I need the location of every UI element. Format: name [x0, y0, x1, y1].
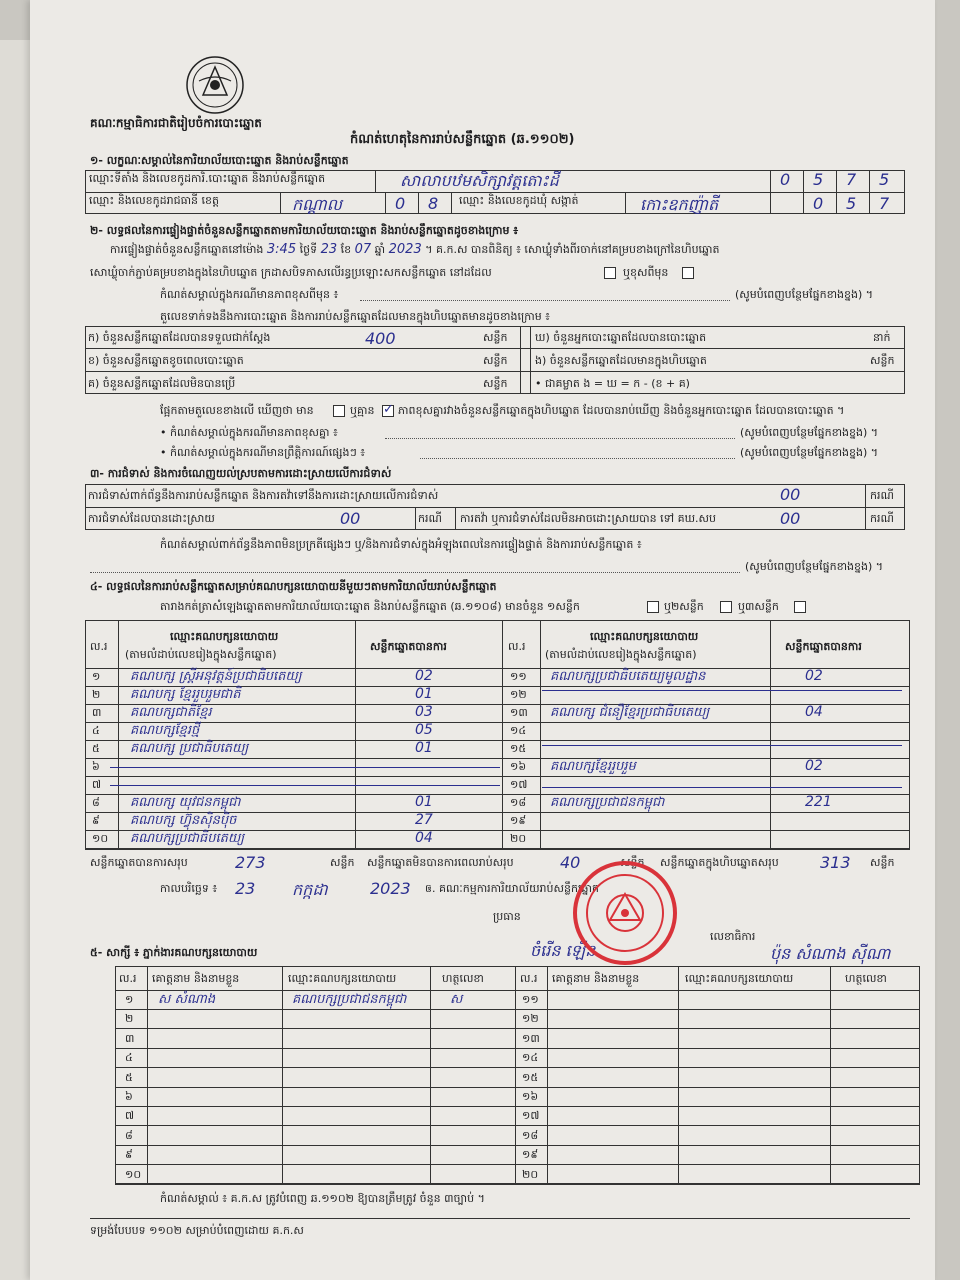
objection-unit: ករណី [870, 489, 894, 502]
section4-heading: ៤- លទ្ធផលនៃការរាប់សន្លឹកឆ្នោតសម្រាប់គណបក្សនយោបាយនីមួយៗតាមការិយាល័យរាប់សន្លឹកឆ្នោត [90, 580, 497, 593]
section5-heading: ៥- សាក្សី ៖ ភ្នាក់ងារគណបក្សនយោបាយ [90, 946, 258, 959]
witness-number: ៤ [125, 1051, 133, 1064]
witness-col-sign-left: ហត្ថលេខា [442, 972, 484, 985]
row-number: ៦ [92, 760, 100, 773]
row-number: ១១ [510, 670, 527, 683]
has-difference-checkbox[interactable] [333, 405, 345, 417]
sum-valid-label: សន្លឹកឆ្នោតបានការសរុប [90, 856, 188, 869]
witness-number: ១៥ [522, 1071, 539, 1084]
witness-number: ៦ [125, 1090, 133, 1103]
different-label: ឬខុសពីមុន [623, 266, 669, 279]
one-sheet-checkbox[interactable] [647, 601, 659, 613]
irregularity-note-suffix: (សូមបំពេញបន្ថែមផ្នែកខាងខ្នង) ។ [745, 560, 884, 573]
sum-total-value: 313 [820, 853, 851, 872]
row-number: ៩ [92, 814, 100, 827]
table-row-divider [115, 1125, 920, 1126]
witness-number: ១៧ [522, 1109, 540, 1122]
row-number: ១៤ [510, 724, 527, 737]
no-difference-checkbox[interactable]: ✓ [383, 402, 394, 417]
objection-value: 00 [780, 485, 801, 504]
formula: • ជាគម្លាត ង = ឃ = ក - (ខ + គ) [535, 377, 690, 390]
witness-number: ១១ [522, 993, 539, 1006]
table-row-divider [115, 1087, 920, 1088]
table-row-divider [85, 776, 502, 777]
row-number: ៣ [92, 706, 102, 719]
date-label: កាលបរិច្ឆេទ ៖ [160, 882, 218, 895]
chair-label: ប្រធាន [493, 910, 521, 923]
party-name: គណបក្ស ប្រជាធិបតេយ្យ [130, 741, 249, 756]
sum-valid-value: 273 [235, 853, 266, 872]
row-number: ២០ [510, 832, 527, 845]
witness-col-name-left: គោត្តនាម និងនាមខ្លួន [152, 972, 240, 985]
witness-table [115, 966, 920, 1184]
witness-col-party-left: ឈ្មោះគណបក្សនយោបាយ [288, 972, 397, 985]
three-sheets-label: ឬ៣សន្លឹក [738, 600, 779, 613]
party-name: គណបក្ស ស្ដ្រីអនុវត្តន៍ប្រជាធិបតេយ្យ [130, 669, 302, 684]
party-name: គណបក្សខ្មែរថ្មី [130, 723, 200, 738]
province-code-2: 8 [428, 194, 439, 213]
row-number: ១៨ [510, 796, 527, 809]
party-votes: 01 [415, 740, 433, 756]
party-votes: 03 [415, 704, 433, 720]
witness-number: ៩ [125, 1148, 133, 1161]
table-row-divider [115, 1028, 920, 1029]
official-stamp-icon [570, 858, 680, 968]
row-number: ៤ [92, 724, 100, 737]
diff-check-a: ផ្អែកតាមតួលេខខាងលើ ឃើញថា មាន [160, 404, 314, 417]
kha-label: ខ) ចំនួនសន្លឹកឆ្នោតខូចពេលបោះឆ្នោត [88, 354, 244, 367]
location-code-3: 7 [846, 170, 857, 189]
note-events-suffix: (សូមបំពេញបន្ថែមផ្នែកខាងខ្នង) ។ [740, 446, 879, 459]
verify-time: 3:45 [266, 242, 297, 257]
table-row-divider [502, 740, 910, 741]
unresolved-label: ការតវ៉ា ឬការជំទាស់ដែលមិនអាចដោះស្រាយបាន ទៅ គឃ.សប [460, 512, 717, 525]
figures-intro: តួលេខទាក់ទងនឹងការបោះឆ្នោត និងការរាប់សន្លឹកឆ្នោតដែលមានក្នុងហិបឆ្នោតមានដូចខាងក្រោម ៖ [160, 310, 551, 323]
witness-party: គណបក្សប្រជាជនកម្ពុជា [292, 992, 407, 1007]
ka-unit: សន្លឹក [483, 331, 508, 344]
row-number: ១៥ [510, 742, 527, 755]
party-name: គណបក្ស ខ្មែររួបរួមជាតិ [130, 687, 241, 702]
note-difference: • កំណត់សម្គាល់ក្នុងករណីមានភាពខុសគ្នា ៖ [160, 426, 338, 439]
party-votes: 02 [805, 668, 823, 684]
party-votes: 221 [805, 794, 832, 810]
location-label: ឈ្មោះទីតាំង និងលេខកូដការិ.បោះឆ្នោត និងរាប់សន្លឹកឆ្នោត [89, 172, 326, 185]
ngo-label: ង) ចំនួនសន្លឹកឆ្នោតដែលមានក្នុងហិបឆ្នោត [535, 354, 707, 367]
row-number: ១២ [510, 688, 527, 701]
unresolved-unit: ករណី [870, 512, 894, 525]
row-number: ១៣ [510, 706, 528, 719]
party-name: គណបក្សជាតិខ្មែរ [130, 705, 212, 720]
diff-check-c: ភាពខុសគ្នារវាងចំនួនសន្លឹកឆ្នោតក្នុងហិបឆ្នោត ដែលបានរាប់ឃើញ និងចំនួនអ្នកបោះឆ្នោត ដែលបានបោះឆ្នោត ។ [398, 404, 845, 417]
sum-total-label: សន្លឹកឆ្នោតក្នុងហិបឆ្នោតសរុប [660, 856, 779, 869]
sum-total-unit: សន្លឹក [870, 856, 895, 869]
table-row-divider [115, 1145, 920, 1146]
seal-line: សោឃ្លុំចាក់ភ្ជាប់គម្របខាងក្នុងនៃហិបឆ្នោត ក្រដាសបិទភាសលើរន្ធប្រឡោះសកសន្លឹកឆ្នោត នៅដដែល [90, 266, 492, 279]
witness-col-sign-right: ហត្ថលេខា [845, 972, 887, 985]
date-month: កក្កដា [292, 880, 328, 899]
witness-number: ១ [125, 993, 134, 1006]
party-votes: 01 [415, 686, 433, 702]
province-label: ឈ្មោះ និងលេខកូដរាជធានី ខេត្ត [89, 194, 219, 207]
kha-unit: សន្លឹក [483, 354, 508, 367]
section2-heading: ២- លទ្ធផលនៃការផ្ទៀងផ្ទាត់ចំនួនសន្លឹកឆ្នោតតាមការិយាល័យបោះឆ្នោត និងរាប់សន្លឹកឆ្នោតដូចខាងក្រោម ៖ [90, 224, 519, 237]
party-name: គណបក្សប្រជាធិបតេយ្យ [130, 831, 245, 846]
witness-number: ៧ [125, 1109, 135, 1122]
nec-emblem-icon [185, 55, 245, 115]
col-party-right: ឈ្មោះគណបក្សនយោបាយ [590, 630, 699, 643]
sum-invalid-unit: សន្លឹក [620, 856, 645, 869]
sum-invalid-label: សន្លឹកឆ្នោតមិនបានការពេលរាប់សរុប [367, 856, 514, 869]
location-code-1: 0 [780, 170, 791, 189]
witness-number: ២០ [522, 1168, 539, 1181]
party-votes: 01 [415, 794, 433, 810]
commune-code-1: 0 [813, 194, 824, 213]
row-number: ២ [92, 688, 101, 701]
party-votes: 27 [415, 812, 433, 828]
col-party-sub-right: (តាមលំដាប់លេខរៀងក្នុងសន្លឹកឆ្នោត) [545, 648, 697, 661]
col-votes-left: សន្លឹកឆ្នោតបានការ [370, 640, 447, 653]
gho-label: ឃ) ចំនួនអ្នកបោះឆ្នោតដែលបានបោះឆ្នោត [535, 331, 707, 344]
verify-line: ការផ្ទៀងផ្ទាត់ចំនួនសន្លឹកឆ្នោតនៅម៉ោង 3:45 ថ្ងៃទី 23 ខែ 07 ឆ្នាំ 2023 ។ គ.ក.ស បានពិនិត្យ ៖ សោឃ្លុំទាំងពីរចាក់នៅគម្របខាងក្រៅនៃហិបឆ្នោត [110, 242, 720, 257]
party-name: គណបក្ស ជំនឿខ្មែរប្រជាធិបតេយ្យ [550, 705, 710, 720]
location-code-4: 5 [879, 170, 890, 189]
tally-sheet-line: តារាងកត់ត្រាសំឡេងឆ្នោតតាមការិយាល័យបោះឆ្នោត និងរាប់សន្លឹកឆ្នោត (ឆ.១១០៨) មានចំនួន ១សន្លឹក [160, 600, 580, 613]
secretary-label: លេខាធិការ [710, 930, 756, 943]
verify-month: 07 [354, 242, 372, 257]
party-votes: 05 [415, 722, 433, 738]
table-row-divider [115, 1009, 920, 1010]
party-name: គណបក្ស ហ៊្វុនស៊ិនប៉ិច [130, 813, 237, 828]
difference-note-suffix: (សូមបំពេញបន្ថែមផ្នែកខាងខ្នង) ។ [735, 288, 874, 301]
witness-number: ១៤ [522, 1051, 539, 1064]
witness-name: ស សំណាង [158, 992, 216, 1007]
different-checkbox[interactable] [682, 267, 694, 279]
row-number: ៥ [92, 742, 100, 755]
row-number: ៨ [92, 796, 100, 809]
date-day: 23 [235, 879, 256, 898]
verify-day: 23 [320, 242, 338, 257]
witness-signature: ស [450, 992, 463, 1007]
witness-col-no-right: ល.រ [520, 972, 538, 985]
party-votes: 02 [415, 668, 433, 684]
row-number: ១ [92, 670, 101, 683]
note-difference-suffix: (សូមបំពេញបន្ថែមផ្នែកខាងខ្នង) ។ [740, 426, 879, 439]
difference-note-label: កំណត់សម្គាល់ក្នុងករណីមានភាពខុសពីមុន ៖ [160, 288, 339, 301]
witness-note: កំណត់សម្គាល់ ៖ គ.ក.ស ត្រូវបំពេញ ឆ.១១០២ ឱ្យបានត្រឹមត្រូវ ចំនួន ៣ច្បាប់ ។ [160, 1192, 485, 1205]
party-name: គណបក្សខ្មែររួបរួម [550, 759, 636, 774]
row-number: ១០ [92, 832, 109, 845]
witness-number: ១០ [125, 1168, 142, 1181]
party-votes: 02 [805, 758, 823, 774]
resolved-value: 00 [340, 509, 361, 528]
section1-heading: ១- លក្ខណៈសម្គាល់នៃការិយាល័យបោះឆ្នោត និងរាប់សន្លឹកឆ្នោត [90, 154, 349, 167]
province-value: កណ្ដាល [292, 195, 342, 214]
table-row-divider [115, 1048, 920, 1049]
sum-valid-unit: សន្លឹក [330, 856, 355, 869]
table-row-divider [115, 1106, 920, 1107]
witness-number: ៣ [125, 1032, 135, 1045]
row-number: ១៧ [510, 778, 528, 791]
witness-number: ២ [125, 1012, 134, 1025]
two-sheets-label: ឬ២សន្លឹក [664, 600, 704, 613]
col-no-left: ល.រ [90, 640, 108, 653]
col-votes-right: សន្លឹកឆ្នោតបានការ [785, 640, 862, 653]
date-suffix: ឲ. គណៈកម្មការការិយាល័យរាប់សន្លឹកឆ្នោត [425, 882, 599, 895]
col-party-sub-left: (តាមលំដាប់លេខរៀងក្នុងសន្លឹកឆ្នោត) [125, 648, 277, 661]
table-row-divider [502, 830, 910, 831]
ka-value: 400 [365, 329, 396, 348]
province-code-1: 0 [395, 194, 406, 213]
unresolved-value: 00 [780, 509, 801, 528]
section3-heading: ៣- ការជំទាស់ និងការចំណេញយល់ស្របតាមការដោះស្រាយលើការជំទាស់ [90, 467, 392, 480]
footer-text: ទម្រង់បែបបទ ១១០២ សម្រាប់បំពេញដោយ គ.ក.ស [90, 1224, 304, 1237]
committee-name: គណៈកម្មាធិការជាតិរៀបចំការបោះឆ្នោត [90, 116, 262, 130]
ko-unit: សន្លឹក [483, 377, 508, 390]
note-events: • កំណត់សម្គាល់ក្នុងករណីមានព្រឹត្តិការណ៍ផ្សេងៗ ៖ [160, 446, 366, 459]
table-row-divider [115, 1184, 920, 1185]
verify-year: 2023 [388, 242, 422, 257]
location-value: សាលាបឋមសិក្សាវត្តតោះដី [400, 171, 559, 190]
date-year: 2023 [370, 879, 411, 898]
irregularity-note: កំណត់សម្គាល់ពាក់ព័ន្ធនឹងភាពមិនប្រក្រតីផ្សេងៗ ឬ/និងការជំទាស់ក្នុងអំឡុងពេលនៃការផ្ទៀងផ្ទាត់ និងការរាប់សន្លឹកឆ្នោត ៖ [160, 538, 642, 551]
witness-number: ១៦ [522, 1090, 539, 1103]
col-no-right: ល.រ [508, 640, 526, 653]
witness-number: ៨ [125, 1129, 133, 1142]
resolved-label: ការជំទាស់ដែលបានដោះស្រាយ [88, 512, 215, 525]
form-title: កំណត់ហេតុនៃការរាប់សន្លឹកឆ្នោត (ឆ.១១០២) [350, 132, 575, 147]
row-number: ៧ [92, 778, 102, 791]
two-sheets-checkbox[interactable] [720, 601, 732, 613]
party-name: គណបក្ស យុវជនកម្ពុជា [130, 795, 241, 810]
ka-label: ក) ចំនួនសន្លឹកឆ្នោតដែលបានទទួលជាក់ស្ដែង [88, 331, 271, 344]
chair-name: ចំរើន ឡើន [530, 941, 596, 960]
ngo-unit: សន្លឹក [870, 354, 895, 367]
secretary-name: ប៉ុន សំណាង ស៊ីណា [770, 944, 891, 963]
same-checkbox[interactable] [604, 267, 616, 279]
gho-unit: នាក់ [873, 331, 891, 344]
three-sheets-checkbox[interactable] [794, 601, 806, 613]
witness-number: ១២ [522, 1012, 539, 1025]
form-sheet [30, 0, 935, 1280]
commune-code-2: 5 [846, 194, 857, 213]
witness-number: ១៨ [522, 1129, 539, 1142]
location-code-2: 5 [813, 170, 824, 189]
witness-number: ១៩ [522, 1148, 539, 1161]
row-number: ១៦ [510, 760, 527, 773]
objection-label: ការជំទាស់ពាក់ព័ន្ធនឹងការរាប់សន្លឹកឆ្នោត និងការតវ៉ាទៅនឹងការដោះស្រាយលើការជំទាស់ [88, 489, 439, 502]
diff-check-b: ឬគ្មាន [350, 404, 375, 417]
resolved-unit: ករណី [418, 512, 442, 525]
table-row-divider [502, 848, 910, 849]
party-name: គណបក្សប្រជាធិបតេយ្យមូលដ្ឋាន [550, 669, 706, 684]
witness-col-name-right: គោត្តនាម និងនាមខ្លួន [552, 972, 640, 985]
commune-label: ឈ្មោះ និងលេខកូដឃុំ សង្កាត់ [459, 194, 579, 207]
party-votes: 04 [805, 704, 823, 720]
row-number: ១៩ [510, 814, 527, 827]
commune-code-3: 7 [879, 194, 890, 213]
witness-number: ៥ [125, 1071, 133, 1084]
commune-value: កោះឧកញ៉ាតី [640, 195, 719, 214]
witness-number: ១៣ [522, 1032, 540, 1045]
table-row-divider [115, 1164, 920, 1165]
sum-invalid-value: 40 [560, 853, 581, 872]
col-party-left: ឈ្មោះគណបក្សនយោបាយ [170, 630, 279, 643]
table-row-divider [115, 1067, 920, 1068]
footer-divider [90, 1218, 910, 1219]
witness-col-no-left: ល.រ [119, 972, 137, 985]
witness-col-party-right: ឈ្មោះគណបក្សនយោបាយ [685, 972, 794, 985]
party-name: គណបក្សប្រជាជនកម្ពុជា [550, 795, 665, 810]
party-votes: 04 [415, 830, 433, 846]
ko-label: គ) ចំនួនសន្លឹកឆ្នោតដែលមិនបានប្រើ [88, 377, 236, 390]
